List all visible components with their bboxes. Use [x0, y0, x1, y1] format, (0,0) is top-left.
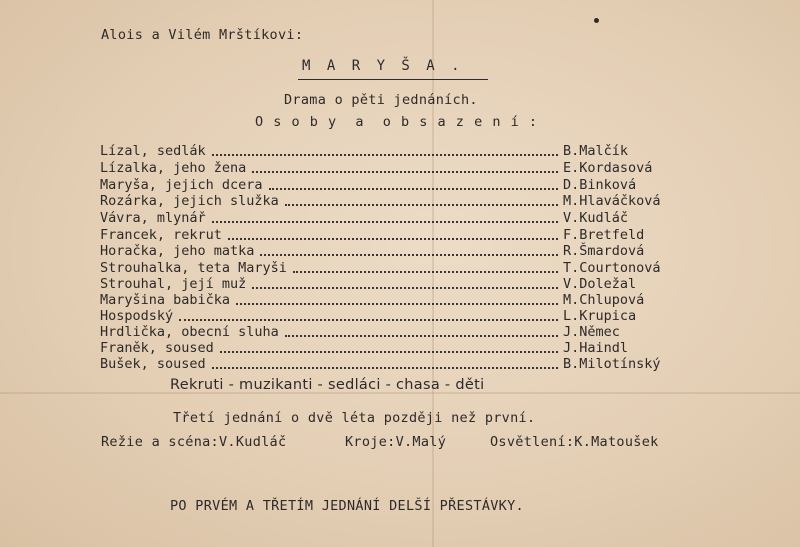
cast-role: Strouhalka, teta Maryši: [100, 260, 287, 276]
act-note: Třetí jednání o dvě léta později než první.: [173, 410, 536, 426]
cast-role: Rozárka, jejich služka: [100, 193, 279, 209]
cast-role: Vávra, mlynář: [100, 210, 206, 226]
cast-heading: O s o b y a o b s a z e n í :: [255, 114, 538, 130]
cast-row: [100, 143, 690, 159]
cast-actor: M.Chlupová: [563, 292, 645, 308]
dot-leader: [252, 171, 558, 173]
dot-leader: [212, 221, 558, 223]
cast-role: Hospodský: [100, 308, 174, 324]
intermission-note: PO PRVÉM A TŘETÍM JEDNÁNÍ DELŠÍ PŘESTÁVKY.: [170, 498, 524, 514]
cast-role: Francek, rekrut: [100, 227, 222, 243]
cast-role: Lízalka, jeho žena: [100, 160, 247, 176]
cast-row: [100, 324, 690, 340]
cast-role: Maryša, jejich dcera: [100, 177, 263, 193]
cast-role: Maryšina babička: [100, 292, 231, 308]
cast-actor: V.Kudláč: [563, 210, 629, 226]
cast-actor: E.Kordasová: [563, 160, 653, 176]
credit-costumes: Kroje:V.Malý: [345, 434, 447, 450]
cast-actor: B.Malčík: [563, 143, 629, 159]
cast-row: [100, 292, 690, 308]
cast-role: Strouhal, její muž: [100, 276, 247, 292]
dot-leader: [220, 351, 558, 353]
cast-row: [100, 227, 690, 243]
cast-role: Horačka, jeho matka: [100, 243, 255, 259]
cast-actor: V.Doležal: [563, 276, 637, 292]
cast-row: [100, 260, 690, 276]
cast-row: [100, 243, 690, 259]
cast-row: [100, 276, 690, 292]
cast-row: [100, 193, 690, 209]
credit-direction: Režie a scéna:V.Kudláč: [101, 434, 287, 450]
cast-actor: J.Haindl: [563, 340, 629, 356]
dot-leader: [293, 271, 558, 273]
cast-role: Bušek, soused: [100, 356, 206, 372]
ensemble-line: Rekruti - muzikanti - sedláci - chasa - děti: [170, 377, 485, 393]
dot-leader: [285, 204, 558, 206]
dot-leader: [269, 188, 558, 190]
dot-leader: [285, 335, 558, 337]
cast-role: Franěk, soused: [100, 340, 214, 356]
cast-row: [100, 308, 690, 324]
play-subtitle: Drama o pěti jednáních.: [284, 92, 478, 108]
cast-actor: D.Binková: [563, 177, 637, 193]
ink-dot: [594, 18, 599, 23]
dot-leader: [260, 254, 558, 256]
cast-row: [100, 356, 690, 372]
cast-actor: B.Milotínský: [563, 356, 661, 372]
cast-row: [100, 210, 690, 226]
cast-row: [100, 160, 690, 176]
cast-actor: J.Němec: [563, 324, 620, 340]
dot-leader: [236, 303, 558, 305]
credit-lighting: Osvětlení:K.Matoušek: [490, 434, 659, 450]
cast-actor: T.Courtonová: [563, 260, 661, 276]
cast-actor: M.Hlaváčková: [563, 193, 661, 209]
dot-leader: [252, 287, 558, 289]
dot-leader: [212, 154, 558, 156]
dot-leader: [228, 238, 558, 240]
title-underline: [298, 79, 488, 80]
cast-row: [100, 340, 690, 356]
cast-actor: R.Šmardová: [563, 243, 645, 259]
cast-actor: F.Bretfeld: [563, 227, 645, 243]
cast-row: [100, 177, 690, 193]
cast-role: Lízal, sedlák: [100, 143, 206, 159]
dot-leader: [179, 319, 558, 321]
dot-leader: [212, 367, 558, 369]
cast-role: Hrdlička, obecní sluha: [100, 324, 279, 340]
authors-line: Alois a Vilém Mrštíkovi:: [101, 27, 304, 43]
play-title: M A R Y Š A .: [302, 58, 464, 74]
cast-actor: L.Krupica: [563, 308, 637, 324]
